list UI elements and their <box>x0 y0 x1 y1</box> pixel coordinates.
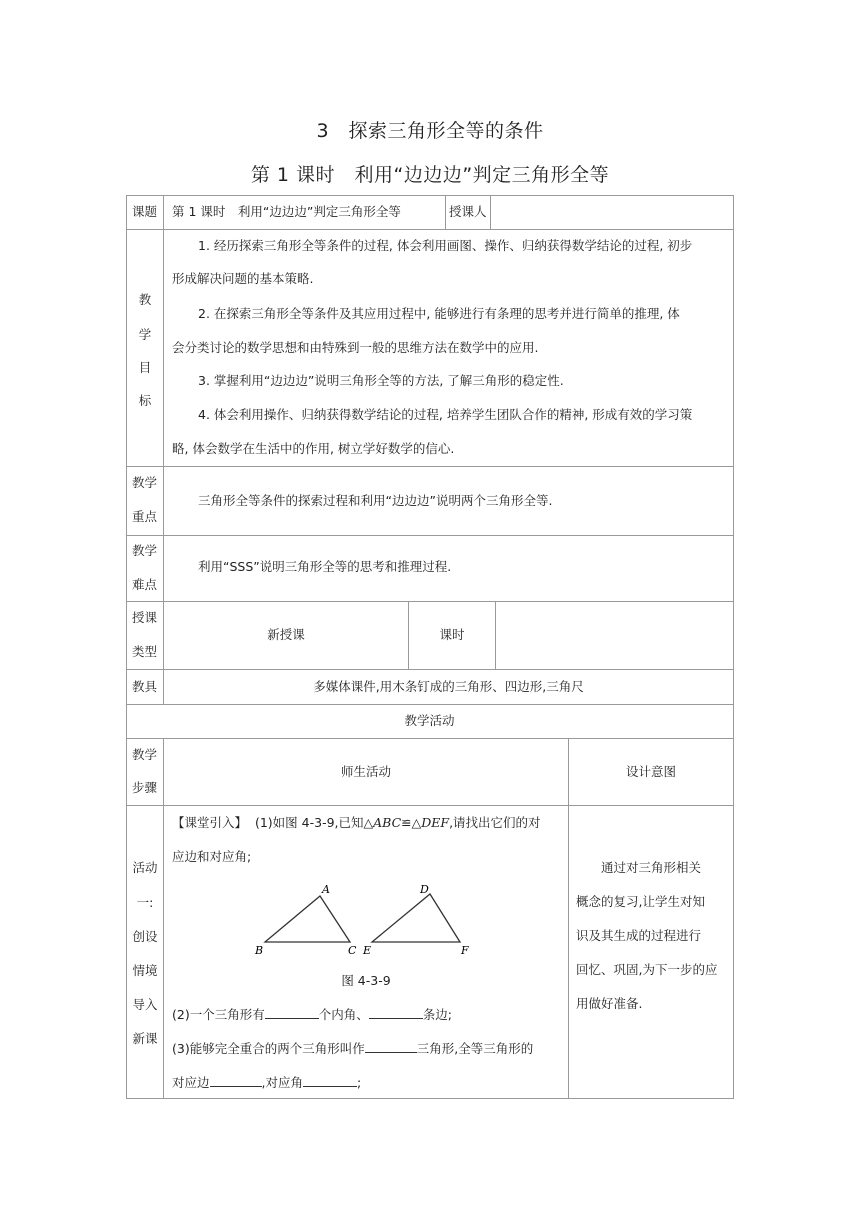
blank-sides <box>369 1006 423 1019</box>
activity1-q1-line2: 应边和对应角; <box>172 849 252 864</box>
difficulties-value: 利用“SSS”说明三角形全等的思考和推理过程. <box>198 559 452 574</box>
vertex-label-f: F <box>461 944 469 957</box>
activity1-q1: 【课堂引入】 (1)如图 4-3-9,已知△ABC≌△DEF,请找出它们的对 <box>172 815 541 830</box>
vertex-label-a: A <box>322 883 330 896</box>
activity1-q3: (3)能够完全重合的两个三角形叫作 三角形,全等三角形的 <box>172 1041 534 1056</box>
triangle-figure <box>250 880 480 960</box>
difficulties-label-1: 教学 <box>131 543 157 558</box>
steps-label-2: 步骤 <box>131 780 157 795</box>
topic-label: 课题 <box>131 204 157 219</box>
teacher-label: 授课人 <box>449 204 487 219</box>
blank-corresponding-angles <box>303 1074 357 1087</box>
objective-2-line1: 2. 在探索三角形全等条件及其应用过程中, 能够进行有条理的思考并进行简单的推理, 体 <box>198 306 680 321</box>
objective-1-line1: 1. 经历探索三角形全等条件的过程, 体会利用画图、操作、归纳获得数学结论的过程, 初步 <box>198 238 693 253</box>
period-label: 课时 <box>439 627 465 642</box>
blank-congruent <box>365 1040 417 1053</box>
vertex-label-e: E <box>363 944 372 957</box>
col-activity-header: 师生活动 <box>340 764 391 779</box>
figure-caption: 图 4-3-9 <box>341 973 391 988</box>
objective-2-line2: 会分类讨论的数学思想和由特殊到一般的思维方法在数学中的应用. <box>172 340 539 355</box>
keypoints-label-1: 教学 <box>131 475 157 490</box>
keypoints-value: 三角形全等条件的探索过程和利用“边边边”说明两个三角形全等. <box>198 493 553 508</box>
difficulties-label-2: 难点 <box>131 577 157 592</box>
steps-label-1: 教学 <box>131 747 157 762</box>
keypoints-label-2: 重点 <box>131 509 157 524</box>
objective-3-line1: 3. 掌握利用“边边边”说明三角形全等的方法, 了解三角形的稳定性. <box>198 373 564 388</box>
activities-section-title: 教学活动 <box>404 713 455 728</box>
activity1-q3-line2: 对应边 ,对应角 ; <box>172 1075 362 1090</box>
lessontype-label-2: 类型 <box>131 644 157 659</box>
blank-angles <box>265 1006 319 1019</box>
objective-1-line2: 形成解决问题的基本策略. <box>172 271 314 286</box>
materials-value: 多媒体课件,用木条钉成的三角形、四边形,三角尺 <box>313 679 584 694</box>
blank-corresponding-sides <box>210 1074 262 1087</box>
lessontype-value: 新授课 <box>267 627 305 642</box>
topic-value: 第 1 课时 利用“边边边”判定三角形全等 <box>172 204 401 219</box>
vertex-label-b: B <box>255 944 264 957</box>
objective-4-line2: 略, 体会数学在生活中的作用, 树立学好数学的信心. <box>172 441 455 456</box>
lessontype-label-1: 授课 <box>131 610 157 625</box>
page-title: 3 探索三角形全等的条件 <box>316 120 544 142</box>
objective-4-line1: 4. 体会利用操作、归纳获得数学结论的过程, 培养学生团队合作的精神, 形成有效的学习策 <box>198 407 693 422</box>
intro-tag: 【课堂引入】 <box>172 815 248 830</box>
col-intent-header: 设计意图 <box>625 764 676 779</box>
materials-label: 教具 <box>131 679 157 694</box>
vertex-label-c: C <box>348 944 357 957</box>
vertex-label-d: D <box>420 883 429 896</box>
page-subtitle: 第 1 课时 利用“边边边”判定三角形全等 <box>250 164 610 186</box>
activity1-q2: (2)一个三角形有 个内角、 条边; <box>172 1007 452 1022</box>
